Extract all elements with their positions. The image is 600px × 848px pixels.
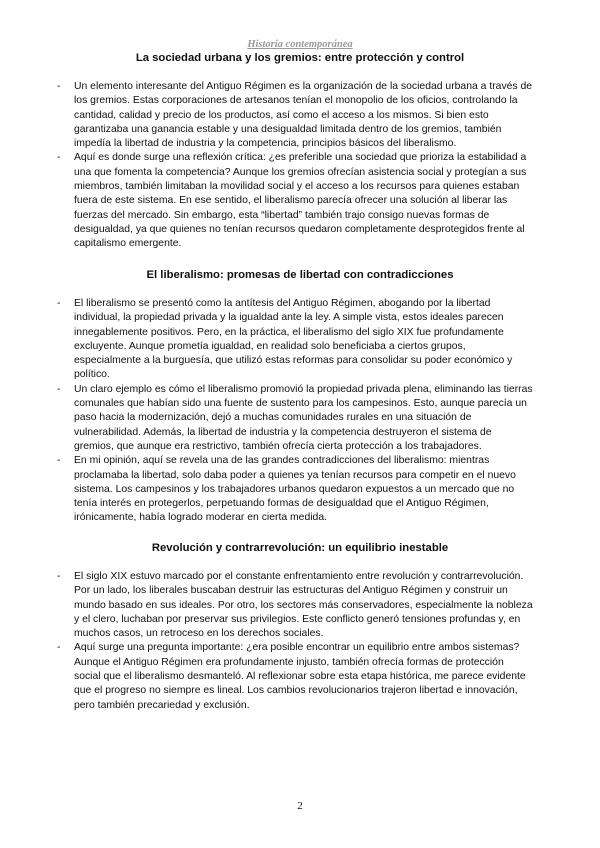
bullet-list-revolucion	[57, 570, 533, 713]
list-item: - Un claro ejemplo es cómo el liberalismo promovió la propiedad privada plena, eliminando las tierras comunales que habían sido una fuente de sustento para los campesinos. Esto, aunque parecía un paso hacia la modernización, dejó a muchas comunidades rurales en una situación de vulnerabilidad. Además, la libertad de industria y la competencia destruyeron el sistema de gremios, que aunque era restrictivo, también ofrecía cierta protección a los trabajadores.	[57, 383, 533, 454]
list-item: - Un elemento interesante del Antiguo Régimen es la organización de la sociedad urbana a través de los gremios. Estas corporaciones de artesanos tenían el monopolio de los oficios, controlando la cantidad, calidad y precio de los productos, así como el acceso a los mismos. Si bien esto garantizaba una ganancia estable y una desigualdad limitada dentro de los gremios, también impedía la libertad de industria y la competencia, principios básicos del liberalismo.	[57, 80, 533, 151]
list-item: - Aquí surge una pregunta importante: ¿era posible encontrar un equilibrio entre ambos sistemas? Aunque el Antiguo Régimen era profundamente injusto, también ofrecía formas de protección social que el liberalismo desmanteló. Al reflexionar sobre esta etapa histórica, me parece evidente que el progreso no siempre es lineal. Los cambios revolucionarios trajeron libertad e innovación, pero también precariedad y exclusión.	[57, 641, 533, 712]
bullet-list-gremios	[57, 80, 533, 252]
list-item: - El siglo XIX estuvo marcado por el constante enfrentamiento entre revolución y contrarrevolución. Por un lado, los liberales buscaban destruir las estructuras del Antiguo Régimen y construir un mundo basado en sus ideales. Por otro, los sectores más conservadores, especialmente la nobleza y el clero, luchaban por preservar sus privilegios. Este conflicto generó tensiones profundas y, en muchos casos, un retroceso en los derechos sociales.	[57, 570, 533, 641]
section-title-liberalismo: El liberalismo: promesas de libertad con contradicciones	[146, 269, 454, 281]
list-item: - En mi opinión, aquí se revela una de las grandes contradicciones del liberalismo: mientras proclamaba la libertad, solo daba poder a quienes ya tenían recursos para competir en el nuevo sistema. Los campesinos y los trabajadores urbanos quedaron expuestos a un mercado que no tenía interés en protegerlos, perpetuando formas de desigualdad que el Antiguo Régimen, irónicamente, había logrado moderar en cierta medida.	[57, 454, 533, 525]
section-title-gremios: La sociedad urbana y los gremios: entre protección y control	[135, 52, 465, 64]
running-header: Historia contemporánea	[247, 39, 353, 50]
list-item: - El liberalismo se presentó como la antítesis del Antiguo Régimen, abogando por la libertad individual, la propiedad privada y la igualdad ante la ley. A simple vista, estos ideales parecen innegablemente positivos. Pero, en la práctica, el liberalismo del siglo XIX fue profundamente excluyente. Aunque prometía igualdad, en realidad solo beneficiaba a ciertos grupos, especialmente a la burguesía, que utilizó estas reformas para consolidar su poder económico y político.	[57, 297, 533, 383]
page-number: 2	[297, 800, 303, 812]
section-title-revolucion: Revolución y contrarrevolución: un equilibrio inestable	[151, 542, 449, 554]
bullet-list-liberalismo	[57, 297, 533, 526]
list-item: - Aquí es donde surge una reflexión crítica: ¿es preferible una sociedad que prioriza la estabilidad a una que fomenta la competencia? Aunque los gremios ofrecían asistencia social y protegían a sus miembros, también limitaban la movilidad social y el acceso a los recursos para quienes estaban fuera de este sistema. En ese sentido, el liberalismo parecía ofrecer una solución al liberar las fuerzas del mercado. Sin embargo, esta “libertad” también trajo consigo nuevas formas de desigualdad, ya que quienes no tenían recursos quedaron completamente desprotegidos frente al capitalismo emergente.	[57, 151, 533, 251]
